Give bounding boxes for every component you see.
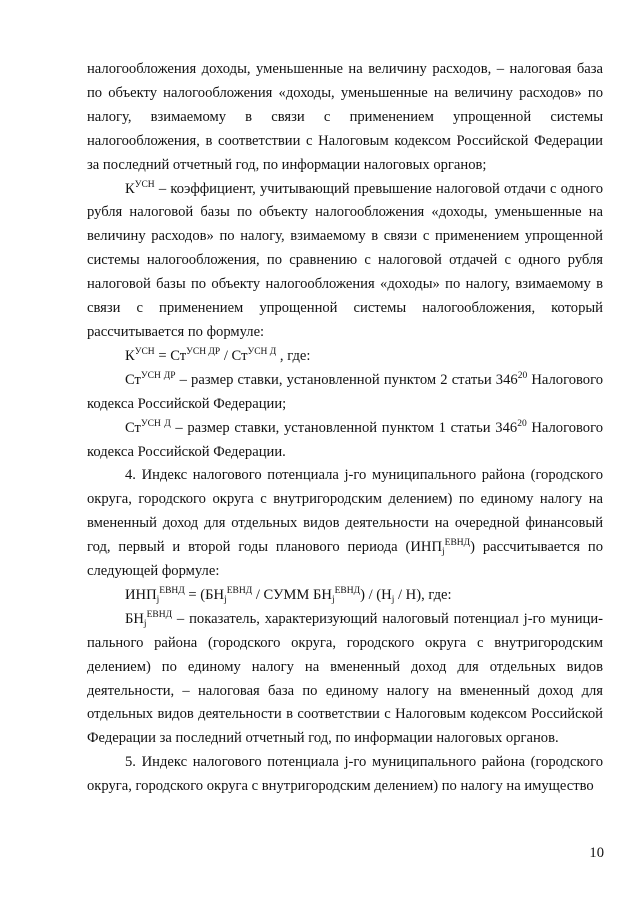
paragraph-p7 bbox=[87, 751, 603, 799]
superscript: УСН bbox=[134, 179, 155, 190]
formula-f1 bbox=[87, 345, 603, 369]
superscript: УСН ДР bbox=[186, 346, 221, 357]
superscript: ЕВНД bbox=[159, 585, 185, 596]
superscript: ЕВНД bbox=[334, 585, 361, 596]
text-run: – показатель, характеризующий налоговый потенциал j-го муници-пального района (городского округа, городского округа с внутригородским делением) по единому налогу на вмененный доход для отдельных видов деятельности, – налоговая база по единому налогу на вмененный доход для отдельных видов деятельности в соответствии с Налоговым кодексом Российской Федерации за последний отчетный год, по информации налоговых органов. bbox=[87, 610, 603, 747]
text-run: Налогового кодекса Российской Федерации; bbox=[87, 371, 603, 412]
document-body bbox=[87, 58, 603, 799]
text-run: – размер ставки, установленной пунктом 2 статьи 346 bbox=[175, 371, 518, 388]
superscript: ЕВНД bbox=[146, 609, 173, 620]
superscript: ЕВНД bbox=[226, 585, 253, 596]
page-number: 10 bbox=[589, 845, 604, 861]
text-run: ИНП bbox=[125, 586, 157, 603]
subscript: j bbox=[391, 594, 395, 605]
text-run: К bbox=[125, 347, 135, 364]
text-run: Ст bbox=[125, 419, 141, 436]
text-run: Ст bbox=[125, 371, 141, 388]
superscript: 20 bbox=[517, 370, 528, 381]
text-run: / Н), где: bbox=[394, 586, 452, 603]
formula-f2 bbox=[87, 584, 603, 608]
superscript: УСН bbox=[134, 346, 155, 357]
subscript: j bbox=[156, 594, 160, 605]
text-run: – размер ставки, установленной пунктом 1 статьи 346 bbox=[170, 419, 518, 436]
text-run: , где: bbox=[276, 347, 311, 364]
superscript: ЕВНД bbox=[444, 538, 471, 549]
superscript: УСН Д bbox=[247, 346, 277, 357]
text-run: 4. Индекс налогового потенциала j-го муниципального района (городского округа, городского округа с внутригородским делением) по единому налогу на вмененный доход для отдельных видов деятельности на очередной финансовый год, первый и второй годы планового периода (ИНП bbox=[87, 467, 603, 556]
paragraph-p3 bbox=[87, 369, 603, 417]
text-run: Налогового кодекса Российской Федерации. bbox=[87, 419, 604, 460]
paragraph-p2 bbox=[87, 178, 603, 345]
text-run: / СУММ БН bbox=[252, 586, 332, 603]
text-run: = (БН bbox=[184, 586, 225, 603]
subscript: j bbox=[442, 547, 445, 558]
text-run: К bbox=[125, 180, 135, 197]
superscript: УСН Д bbox=[140, 418, 171, 429]
subscript: j bbox=[224, 594, 227, 605]
text-run: = Ст bbox=[154, 347, 187, 364]
text-run: налогообложения доходы, уменьшенные на величину расходов, – налоговая база по объекту налогообложения «доходы, уменьшенные на величину расходов» по налогу, взимаемому в связи с применением упрощенной системы налогообложения, в соответствии с Налоговым кодексом Российской Федерации за последний отчетный год, по информации налоговых органов; bbox=[87, 61, 603, 173]
superscript: 20 bbox=[517, 418, 527, 429]
text-run: БН bbox=[125, 610, 144, 627]
text-run: / Ст bbox=[220, 347, 248, 364]
paragraph-p4 bbox=[87, 417, 603, 465]
superscript: УСН ДР bbox=[140, 370, 176, 381]
paragraph-p1 bbox=[87, 58, 603, 178]
paragraph-p6 bbox=[87, 608, 603, 751]
text-run: ) рассчитывается по следующей формуле: bbox=[87, 539, 603, 580]
text-run: 5. Индекс налогового потенциала j-го муниципального района (городского округа, городского округа с внутригородским делением) по налогу на имущество bbox=[87, 754, 603, 795]
paragraph-p5 bbox=[87, 464, 603, 584]
text-run: ) / (Н bbox=[360, 586, 392, 603]
text-run: – коэффициент, учитывающий превышение налоговой отдачи с одного рубля налоговой базы по объекту налогообложения «доходы, уменьшенные на величину расходов» по налогу, взимаемому в связи с применением упрощенной системы налогообложения, по сравнению с налоговой отдачей с одного рубля налоговой базы по объекту налогообложения «доходы» по налогу, взимаемому в связи с применением упрощенной системы налогообложения, который рассчитывается по формуле: bbox=[87, 180, 603, 340]
subscript: j bbox=[143, 618, 147, 629]
subscript: j bbox=[331, 594, 335, 605]
